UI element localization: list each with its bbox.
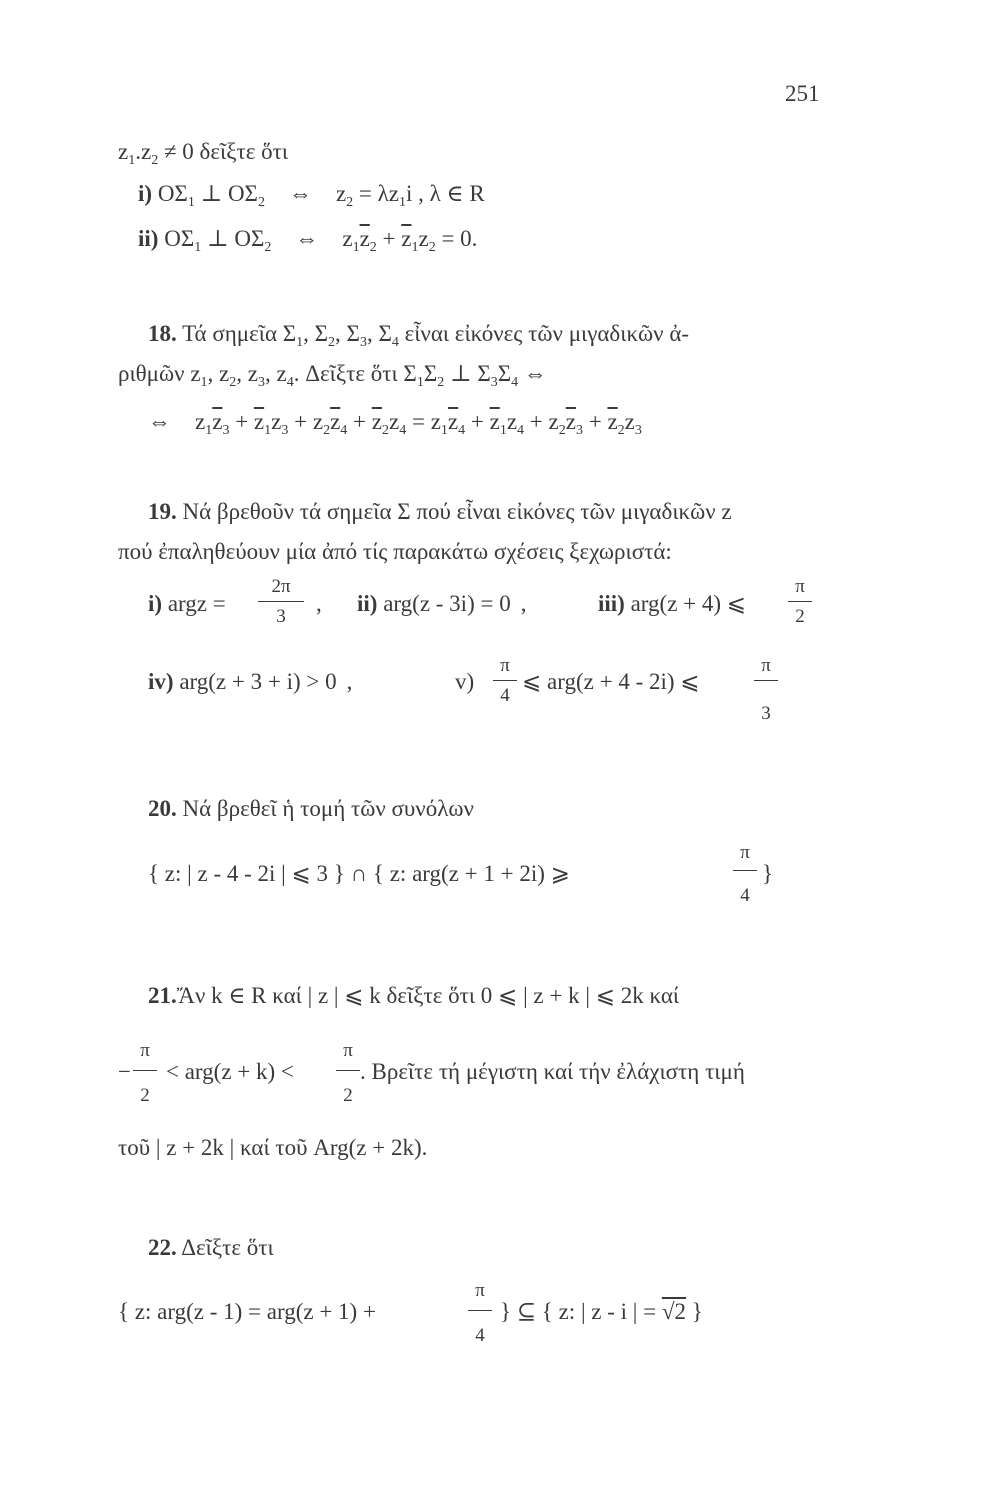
p21-tail: . Βρεῖτε τή μέγιστη καί τήν ἐλάχιστη τιμή xyxy=(360,1059,745,1084)
p22-bar xyxy=(468,1310,492,1311)
p21-line3: τοῦ | z + 2k | καί τοῦ Arg(z + 2k). xyxy=(118,1135,428,1160)
p22-den: 4 xyxy=(475,1325,485,1346)
p19-iii-num: π xyxy=(795,576,805,597)
p20-formula: { z: | z - 4 - 2i | ⩽ 3 } ∩ { z: arg(z + 1 + 2i) ⩾ xyxy=(148,861,570,886)
p20-den: 4 xyxy=(740,885,750,906)
p19-v-bar1 xyxy=(493,680,517,681)
p19-line2: πού ἐπαληθεύουν μία ἀπό τίς παρακάτω σχέσεις ξεχωριστά: xyxy=(118,539,672,564)
p21-line1: 21.Ἄν k ∈ R καί | z | ⩽ k δεῖξτε ὅτι 0 ⩽ | z + k | ⩽ 2k καί xyxy=(148,983,680,1008)
p21-num2: π xyxy=(343,1040,353,1061)
p21-den1: 2 xyxy=(140,1085,150,1106)
p20-line1: 20. Νά βρεθεῖ ἡ τομή τῶν συνόλων xyxy=(148,796,474,821)
p19-iii-den: 2 xyxy=(795,606,805,627)
p19-v-bar2 xyxy=(754,680,778,681)
p21-mid: < arg(z + k) < xyxy=(166,1059,294,1084)
p19-ii: ii) arg(z - 3i) = 0 , xyxy=(357,591,527,616)
p22-sqrt: √2 xyxy=(661,1299,687,1324)
p17-intro: $z_1.z_2 \ne 0$ δεῖξτε ὅτι xyxy=(118,139,289,168)
p22-line1: 22. Δεῖξτε ὅτι xyxy=(148,1235,274,1260)
p19-v-label: v) xyxy=(455,669,475,694)
p19-i-den: 3 xyxy=(276,606,286,627)
p19-v-text: ⩽ arg(z + 4 - 2i) ⩽ xyxy=(522,669,700,694)
p19-v-den2: 3 xyxy=(761,703,771,724)
p19-iv: iv) arg(z + 3 + i) > 0 , xyxy=(148,669,353,694)
p19-line1: 19. Νά βρεθοῦν τά σημεῖα Σ πού εἶναι εἰκόνες τῶν μιγαδικῶν z xyxy=(148,499,732,524)
p18-line1: 18. Τά σημεῖα $\Sigma_1$, $\Sigma_2$, $\Sigma_3$, $\Sigma_4$ εἶναι εἰκόνες τῶν μιγαδικῶν ἀ- xyxy=(148,321,690,350)
p19-iii: iii) arg(z + 4) ⩽ xyxy=(598,591,747,616)
p21-bar2 xyxy=(336,1070,360,1071)
p20-close: } xyxy=(762,861,774,886)
p19-i-bar xyxy=(258,601,304,602)
p19-i: i) argz = xyxy=(148,591,226,616)
p20-bar xyxy=(733,870,757,871)
p19-i-num: 2π xyxy=(271,576,291,597)
p19-v-num1: π xyxy=(500,655,510,676)
p18-line2: ριθμῶν $z_1$, $z_2$, $z_3$, $z_4$. Δεῖξτε ὅτι $\Sigma_1\Sigma_2$ ⊥ $\Sigma_3\Sigma_4$ ⇔ xyxy=(118,361,547,390)
p21-minus: − xyxy=(118,1059,131,1084)
p18-line3: ⇔ $z_1\overline{z}_3 + \overline{z}_1z_3 + z_2\overline{z}_4 + \overline{z}_2z_4 = z_1\overline{z}_4 + \overline{z}_1z_4 + z_2\overline{z}_3 + \overline{z}_2z_3$ xyxy=(148,409,642,438)
p22-left: { z: arg(z - 1) = arg(z + 1) + xyxy=(118,1299,376,1324)
p21-den2: 2 xyxy=(343,1085,353,1106)
p22-num: π xyxy=(475,1280,485,1301)
p17-item-i: i) $O\Sigma_1$ ⊥ $O\Sigma_2$ ⇔ $z_2 = \lambda z_1i$ , λ ∈ R xyxy=(138,181,485,210)
p21-bar1 xyxy=(133,1070,157,1071)
p22-right: } ⊆ { z: | z - i | = √2 } xyxy=(500,1299,703,1324)
p20-num: π xyxy=(740,842,750,863)
p19-i-sep: , xyxy=(316,591,322,616)
p19-iii-bar xyxy=(788,601,812,602)
p21-num1: π xyxy=(140,1040,150,1061)
p17-item-ii: ii) $O\Sigma_1$ ⊥ $O\Sigma_2$ ⇔ $z_1\overline{z}_2 + \overline{z}_1z_2 = 0$. xyxy=(138,226,478,255)
p19-v-num2: π xyxy=(761,655,771,676)
p19-v-den1: 4 xyxy=(500,685,510,706)
page-number: 251 xyxy=(785,81,820,106)
